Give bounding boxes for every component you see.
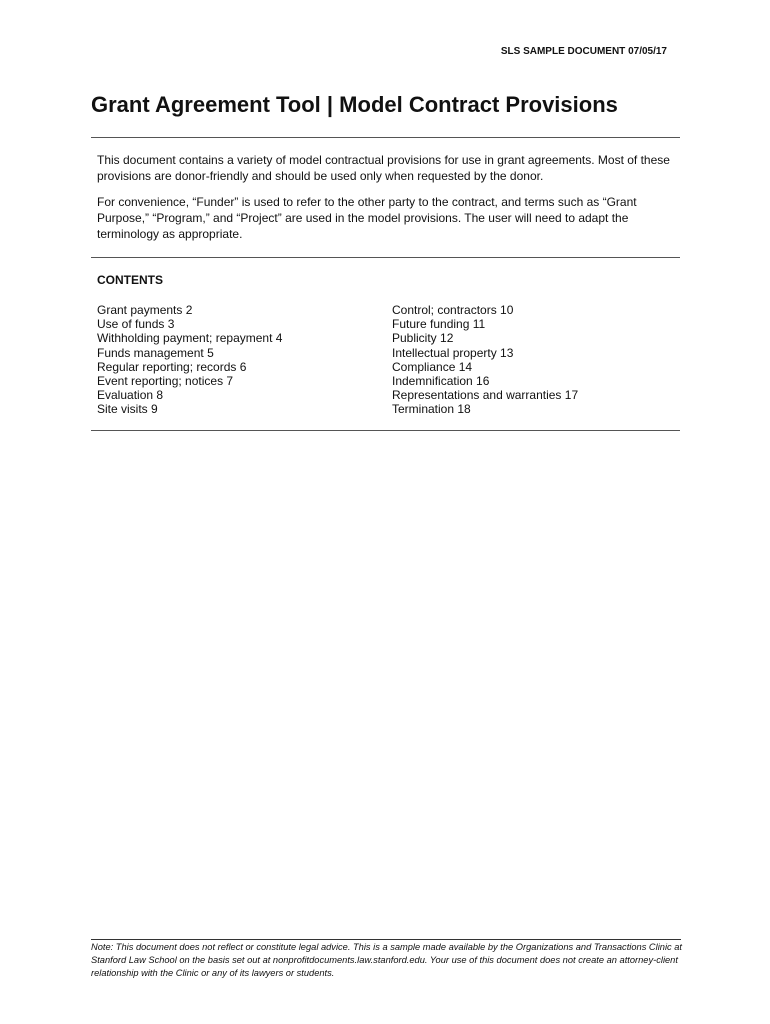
footer-divider xyxy=(91,939,681,940)
contents-list-left xyxy=(97,303,282,417)
toc-item: Event reporting; notices 7 xyxy=(97,374,234,389)
footer-note: Note: This document does not reflect or constitute legal advice. This is a sample made available by the Organizations and Transactions Clinic at Stanford Law School on the basis set out at nonprofitdocuments.law.stanford.edu. Your use of this document does not create an attorney-client relationship with the Clinic or any of its lawyers or students. xyxy=(91,942,682,978)
toc-item: Funds management 5 xyxy=(97,345,214,360)
intro-paragraph: For convenience, “Funder” is used to refer to the other party to the contract, and terms such as “Grant Purpose,” “Program,” and “Project” are used in the model provisions. The user will need to adapt the terminology as appropriate. xyxy=(97,195,637,241)
toc-item: Use of funds 3 xyxy=(97,317,175,332)
contents-divider xyxy=(91,430,680,431)
toc-item: Compliance 14 xyxy=(392,359,473,374)
toc-item: Withholding payment; repayment 4 xyxy=(97,331,283,346)
toc-item: Site visits 9 xyxy=(97,402,158,417)
contents-heading: CONTENTS xyxy=(97,273,163,287)
document-title: Grant Agreement Tool | Model Contract Provisions xyxy=(91,92,618,117)
toc-item: Representations and warranties 17 xyxy=(392,388,579,403)
toc-item: Publicity 12 xyxy=(392,331,454,346)
toc-item: Intellectual property 13 xyxy=(392,345,514,360)
intro-section xyxy=(97,152,677,252)
toc-item: Regular reporting; records 6 xyxy=(97,359,247,374)
intro-divider xyxy=(91,257,680,258)
toc-item: Indemnification 16 xyxy=(392,374,490,389)
toc-item: Termination 18 xyxy=(392,402,471,417)
title-divider xyxy=(91,137,680,138)
document-header-tag: SLS SAMPLE DOCUMENT 07/05/17 xyxy=(500,46,667,57)
toc-item: Future funding 11 xyxy=(392,317,486,332)
toc-item: Control; contractors 10 xyxy=(392,303,514,317)
toc-item: Evaluation 8 xyxy=(97,388,164,403)
contents-list-right xyxy=(392,303,578,417)
intro-paragraph: This document contains a variety of model contractual provisions for use in grant agreements. Most of these provisions are donor-friendly and should be used only when requested by the donor. xyxy=(97,153,670,183)
toc-item: Grant payments 2 xyxy=(97,303,193,317)
